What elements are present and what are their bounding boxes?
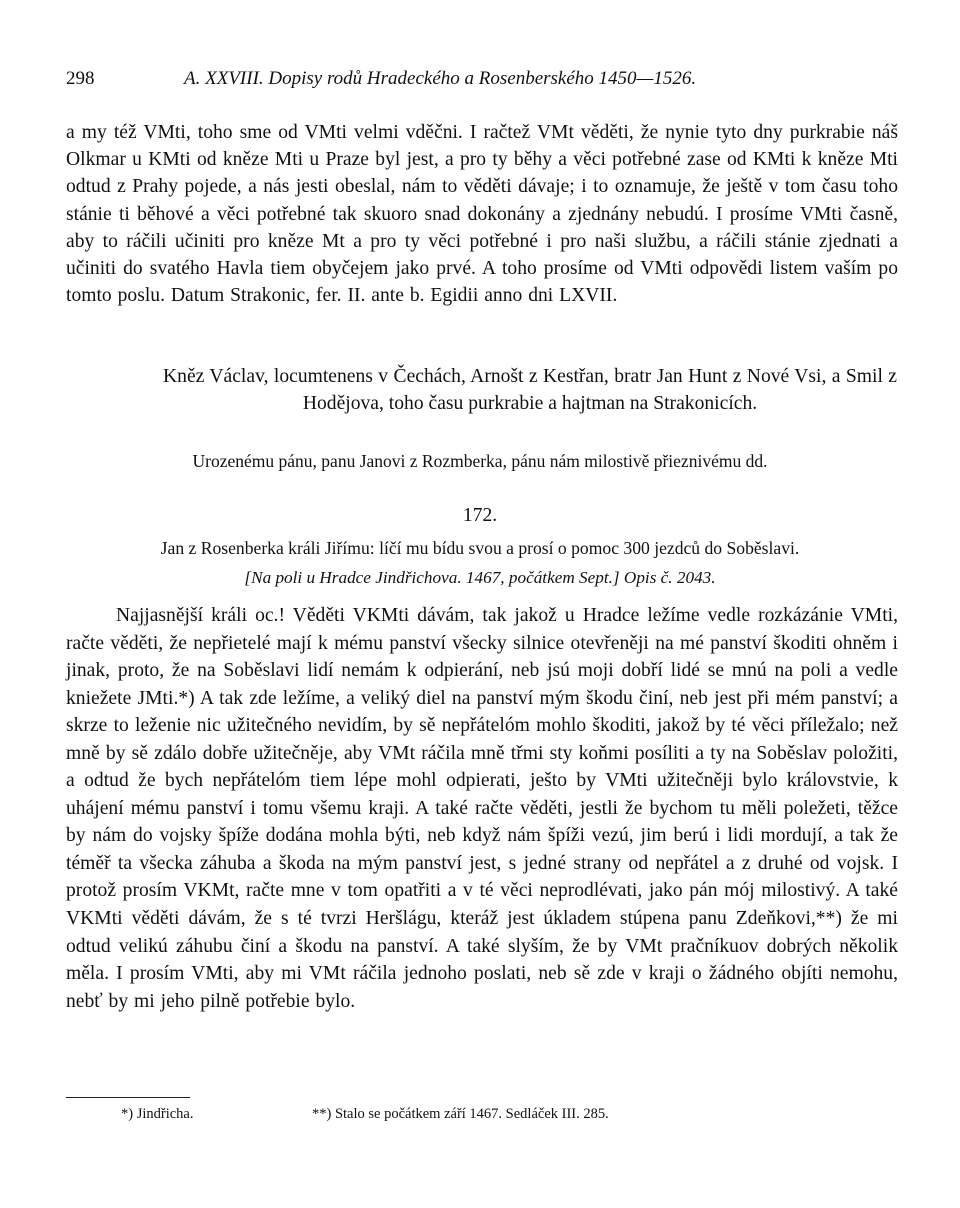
running-title: A. XXVIII. Dopisy rodů Hradeckého a Rosenberského 1450—1526. [184,68,697,89]
previous-letter-text: a my též VMti, toho sme od VMti velmi vděčni. I račtež VMt věděti, že nynie tyto dny purkrabie náš Olkmar u KMti od kněze Mti u Praze byl jest, a pro ty běhy a věci potřebné zase od KMti k kněze Mti odtud z Prahy pojede, a nás jesti obeslal, nám to věděti dávaje; i to oznamuje, že ještě v tom času toho stánie ti běhové a věci potřebné tak skuoro snad dokonány a zjednány nebudú. I prosíme VMti časně, aby to ráčili učiniti pro kněze Mt a pro ty věci potřebné i pro naši službu, a ráčili stánie zjednati a učiniti do svatého Havla tiem obyčejem jako prvé. A toho prosíme od VMti odpovědi listem vaším po tomto poslu. Datum Strakonic, fer. II. ante b. Egidii anno dni LXVII. [66,122,898,307]
footnote-1: *) Jindřicha. [121,1106,194,1122]
letter-address: Urozenému pánu, panu Janovi z Rozmberka, pánu nám milostivě přieznivému dd. [192,451,768,471]
letter-signature: Kněz Václav, locumtenens v Čechách, Arnošt z Kestřan, bratr Jan Hunt z Nové Vsi, a Smil z Hodějova, toho času purkrabie a hajtman na Strakonicích. [163,366,897,414]
previous-letter-ending [66,119,898,309]
page-number: 298 [66,68,95,89]
letter-body-text: Najjasnější králi oc.! Věděti VKMti dávám, tak jakož u Hradce ležíme vedle rozkázánie VMti, račte věděti, že nepřietelé mají k mému panství všecky silnice otevřeněji na mé panství škoditi ohněm i jinak, proto, že na Soběslavi lidí nemám k odpierání, neb jsú moji dobří lidé se mnú na poli a vedle kniežete JMti.*) A tak zde ležíme, a veliký diel na panství mým škodu činí, neb jest při mém panství; a skrze to leženie nic užitečného nevidím, by sě nepřátelóm mohlo škoditi, jakož by té věci příležalo; než mně by sě zdálo dobře užitečněje, aby VMt ráčila mně třmi sty koňmi posíliti a ty na Soběslav položiti, a odtud že bych nepřátelóm tiem lépe mohl odpierati, ješto by VMti užitečněji bylo královstvie, k uhájení mému panství i tomu všemu kraji. A také račte věděti, jestli že bychom tu měli poležeti, těžce by nám do vojsky špíže dodána mohla býti, neb když nám špíži vezú, jim berú i lidi mordují, a tak že téměř ta všecka záhuba a škoda na mým panství jest, s jedné strany od nepřátel a z druhé od vojsk. I protož prosím VKMt, račte mne v tom opatřiti a v té věci neprodlévati, jako pán mój milostivý. A také VKMti věděti dávám, že s té tvrzi Heršlágu, kteráž jest úkladem stúpena panu Zdeňkovi,**) že mi odtud velikú záhubu činí a škodu na panství. A také slyším, že by VMt pračníkuov dobrých několik měla. I prosím VMti, aby mi VMt ráčila jednoho poslati, neb sě zde v kraji o žádného objíti nemohu, nebť by mi jeho pilně potřebie bylo. [66,605,898,1012]
footnote-divider [66,1097,190,1098]
letter-body [66,602,898,1015]
footnote-2: **) Stalo se počátkem září 1467. Sedláček III. 285. [312,1106,609,1122]
document-summary: Jan z Rosenberka králi Jiřímu: líčí mu bídu svou a prosí o pomoc 300 jezdců do Soběslavi. [160,538,800,558]
page-header [66,68,896,98]
document-number: 172. [462,505,498,526]
document-source: [Na poli u Hradce Jindřichova. 1467, počátkem Sept.] Opis č. 2043. [244,568,716,587]
